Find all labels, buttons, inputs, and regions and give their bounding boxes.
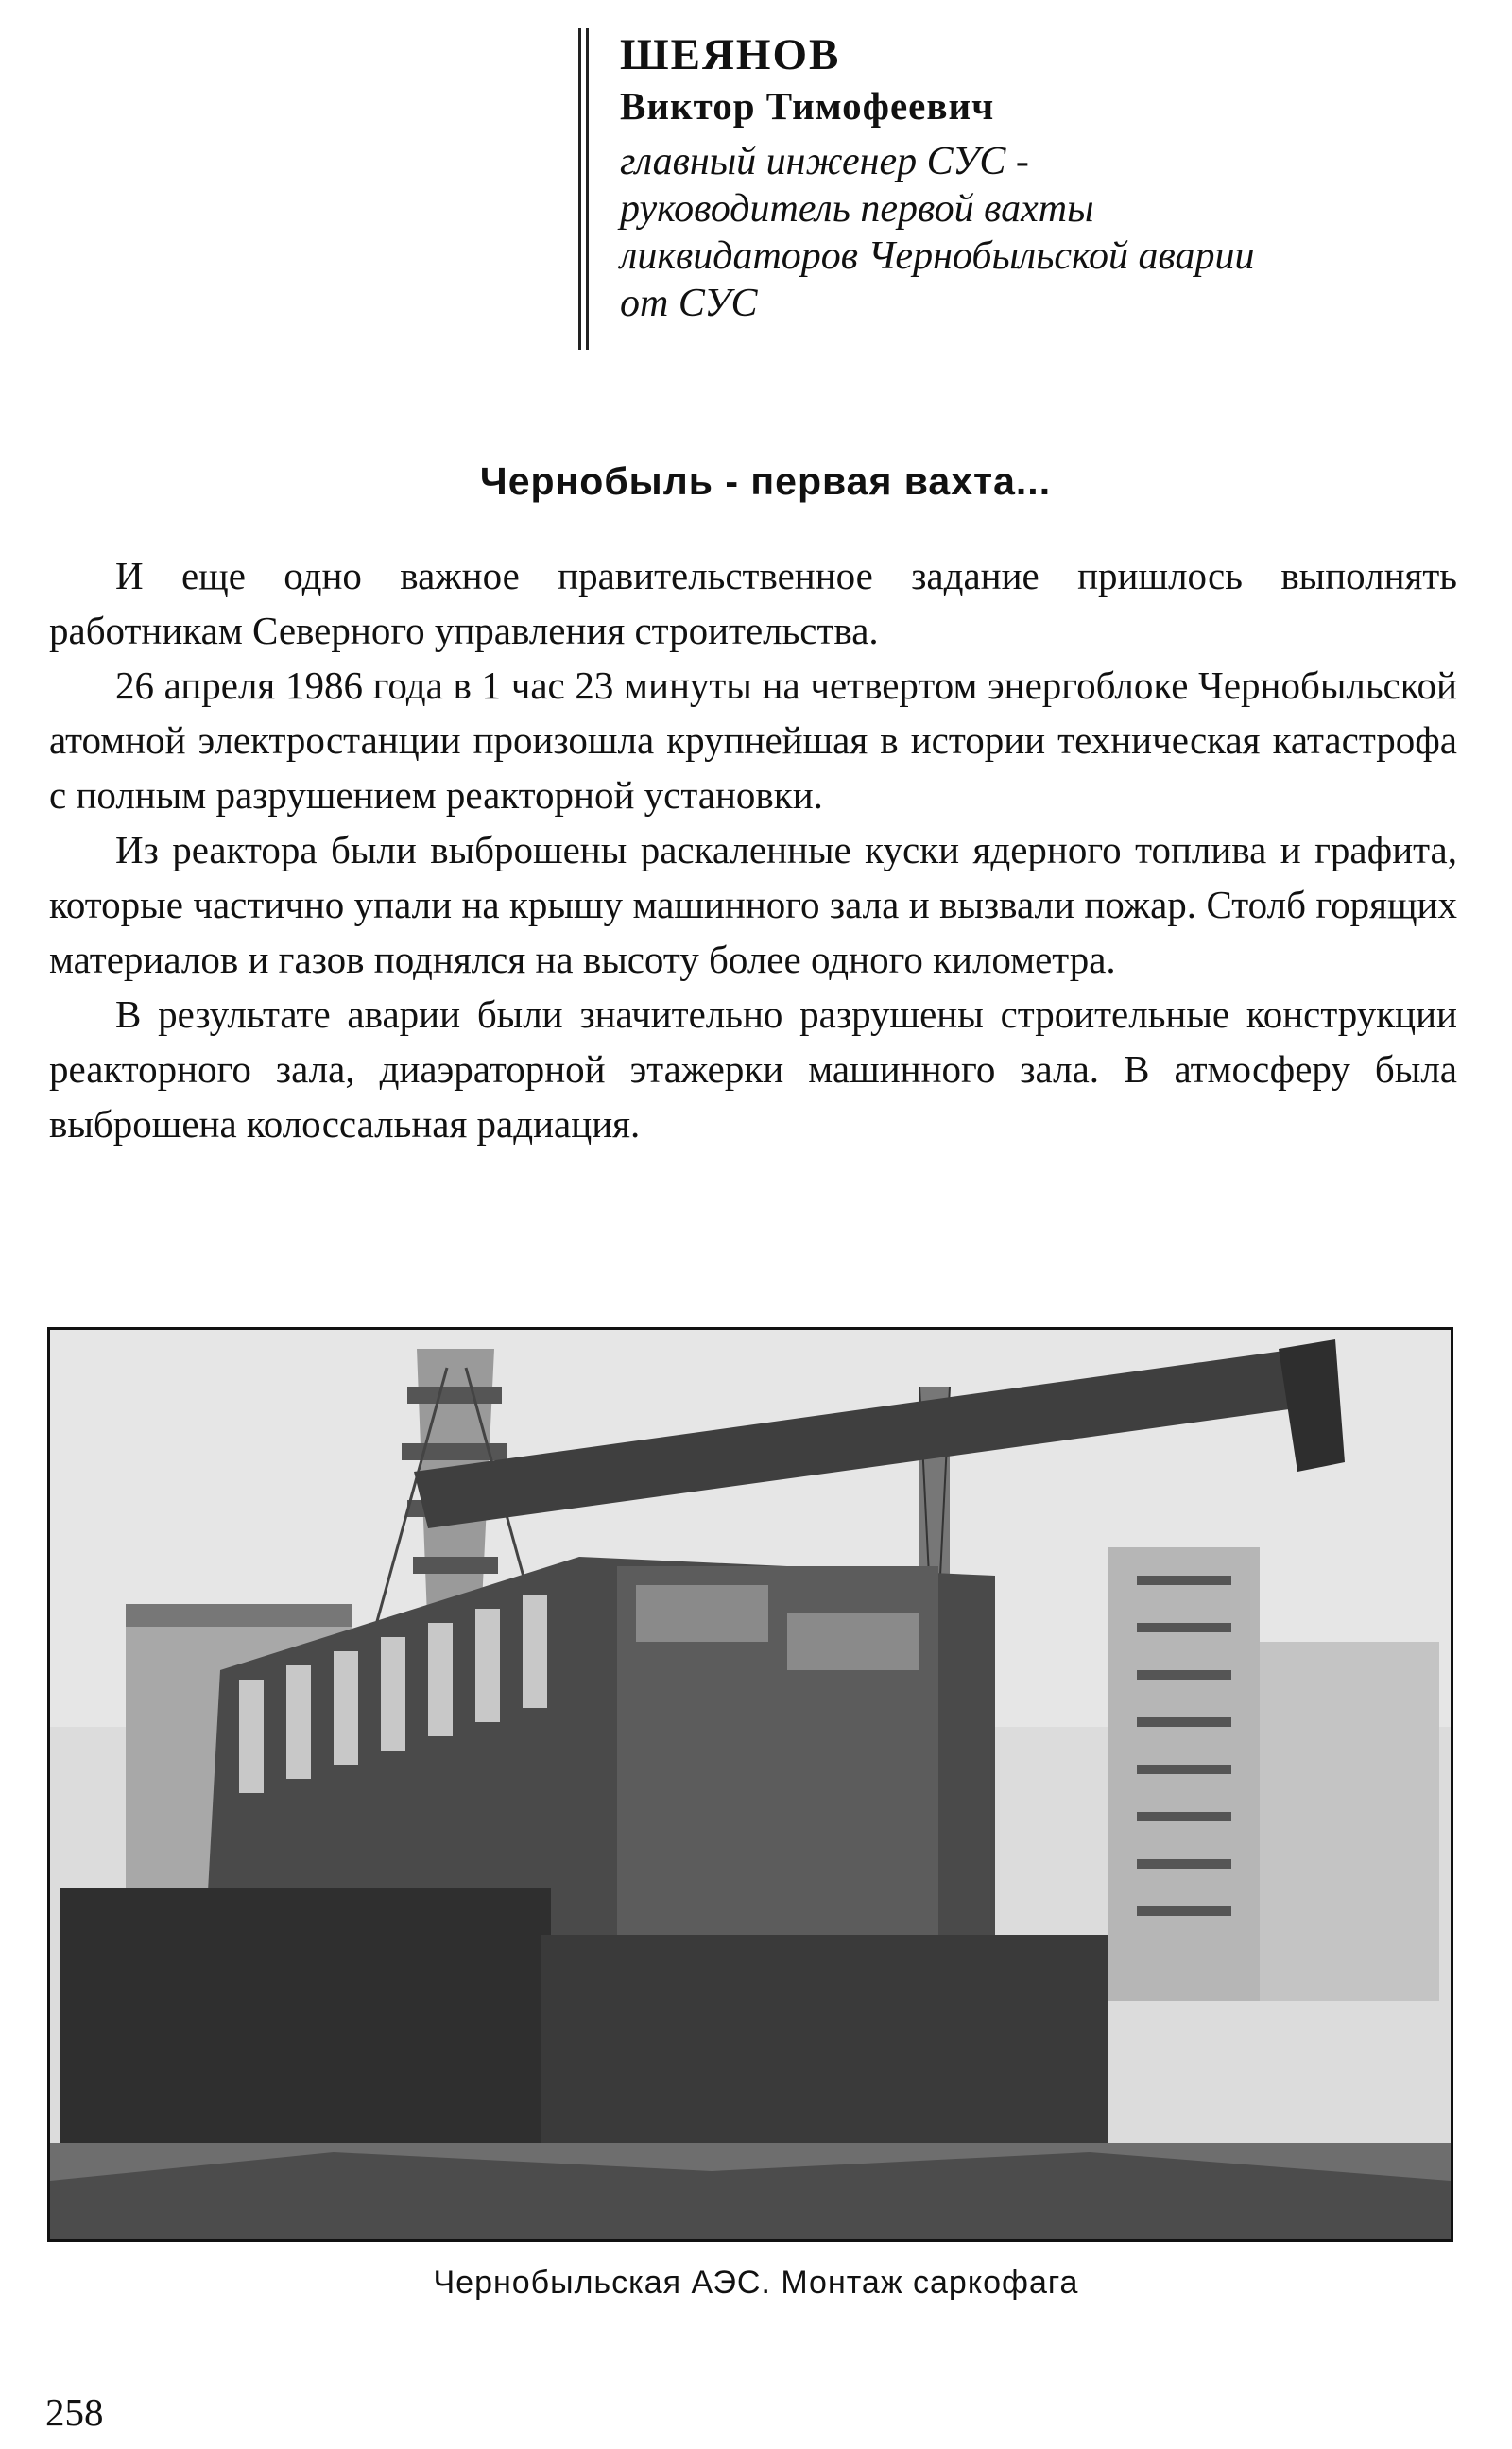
photo-sarcophagus [47,1327,1453,2242]
paragraph: И еще одно важное правительственное задание пришлось выполнять работникам Северного управления строительства. [49,554,1457,652]
article-title: Чернобыль - первая вахта... [479,459,1052,503]
paragraph: Из реактора были выброшены раскаленные куски ядерного топлива и графита, которые частично упали на крышу машинного зала и вызвали пожар. Столб горящих материалов и газов поднялся на высоту более одного километра. [49,828,1457,981]
author-rule-left [578,28,581,350]
paragraph: 26 апреля 1986 года в 1 час 23 минуты на четвертом энергоблоке Чернобыльской атомной электростанции произошла крупнейшая в истории техническая катастрофа с полным разрушением реакторной установки. [49,664,1457,817]
author-name: Виктор Тимофеевич [620,84,995,128]
author-rule-right [586,28,589,350]
paragraph: В результате аварии были значительно разрушены строительные конструкции реакторного зала, диаэраторной этажерки машинного зала. В атмосферу была выброшена колоссальная радиация. [49,992,1457,1146]
article-body [49,548,1457,1151]
author-block [571,28,1478,350]
photo-caption: Чернобыльская АЭС. Монтаж саркофага [433,2265,1079,2301]
page-number: 258 [45,2390,104,2434]
author-surname: ШЕЯНОВ [620,30,841,79]
author-role: главный инженер СУС - руководитель первой вахты ликвидаторов Чернобыльской аварии от СУС [620,140,1255,325]
photo-illustration [50,1330,1451,2239]
author-text [620,28,1470,327]
